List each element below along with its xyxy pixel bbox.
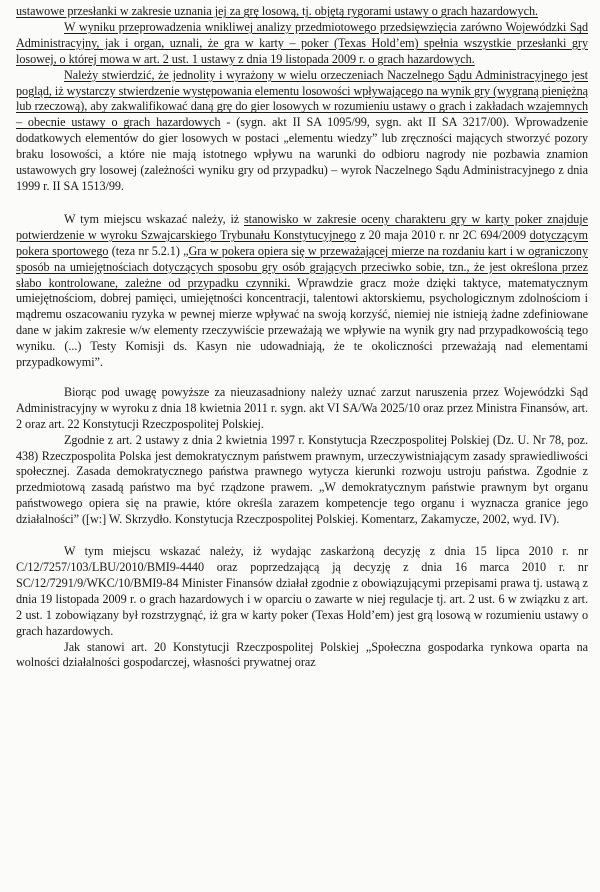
- paragraph-constitution-art2: [16, 433, 588, 528]
- text-run: (teza nr 5.2.1) „: [108, 243, 189, 258]
- paragraph-swiss-tribunal: [16, 212, 588, 371]
- paragraph-continuation: [16, 4, 588, 20]
- text-run: z 20 maja 2010 r. nr 2C 694/2009: [356, 227, 530, 242]
- text-run: Wprawdzie gracz może dzięki taktyce, matematycznym umiejętnościom, dobrej pamięci, umiejętności koncentracji, talentowi aktorskiemu, psychologicznym zdolnościom i mądremu oszacowaniu ryzyka w pewnej mierze wpływać na swoją korzyść, niemiej nie istnieją żadne zdefiniowane dane w jakim zakresie w/w elementy rzeczywiście przeważają we wpływie na wynik gry nad przypadkowością tego wyniku. (...) Testy Komisji ds. Kasyn nie udowadniają, że te okoliczności przeważają nad elementami przypadkowymi”.: [16, 275, 588, 370]
- underlined-text-run: stanowisko w zakresie oceny charakteru gry w karty poker znajduje potwierdzenie w wyroku Szwajcarskiego Trybunału Konstytucyjnego: [16, 211, 588, 242]
- underlined-text-run: ustawowe przesłanki w zakresie uznania jej za grę losową, tj. objętą rygorami ustawy o grach hazardowych.: [16, 4, 538, 18]
- text-run: W tym miejscu wskazać należy, iż: [64, 211, 244, 226]
- underlined-text-run: Gra w pokera opiera się w przeważającej mierze na rozdaniu kart i w ograniczony sposób na umiejętnościach dotyczących sposobu gry osób grających przeciwko sobie, tzn., że jest określona przez słabo kontrolowane, zależne od przypadku czynniki.: [16, 243, 588, 290]
- underlined-text-run: dotyczącym pokera sportowego: [16, 227, 588, 258]
- text-run: W tym miejscu wskazać należy, iż wydając zaskarżoną decyzję z dnia 15 lipca 2010 r. nr C/12/7257/103/LBU/2010/BMI9-4440 oraz poprzedzającą ją decyzję z dnia 16 marca 2010 r. nr SC/12/7291/9/WKC/10/BMI9-84 Minister Finansów działał zgodnie z obowiązującymi przepisami prawa tj. ustawą z dnia 19 listopada 2009 r. o grach hazardowych i w oparciu o zawarte w niej regulacje tj. art. 2 ust. 6 w związku z art. 2 ust. 1 zobowiązany był rozstrzygnąć, iż gra w karty poker (Texas Hold’em) jest grą losową w rozumieniu ustawy o grach hazardowych.: [16, 544, 588, 638]
- paragraph-court-analysis: [16, 20, 588, 68]
- paragraph-conclusion: [16, 385, 588, 433]
- paragraph-nsa-case-law: [16, 68, 588, 195]
- paragraph-constitution-art20: [16, 640, 588, 672]
- paragraph-minister-decision: [16, 544, 588, 639]
- text-run: Zgodnie z art. 2 ustawy z dnia 2 kwietnia 1997 r. Konstytucja Rzeczpospolitej Polskiej (Dz. U. Nr 78, poz. 438) Rzeczpospolita Polska jest demokratycznym państwem prawnym, urzeczywistniającym zasady sprawiedliwości społecznej. Zasada demokratycznego państwa prawnego wytycza kierunki rozwoju ustroju państwa. Zgodnie z przedmiotową zasadą państwo ma być rządzone prawem. „W demokratycznym państwie prawnym byt organu państwowego opiera się na prawie, które określa zarazem kompetencje tego organu i wyznacza granice jego działalności” ([w:] W. Skrzydło. Konstytucja Rzeczpospolitej Polskiej. Komentarz, Zakamycze, 2002, wyd. IV).: [16, 432, 588, 527]
- text-run: Jak stanowi art. 20 Konstytucji Rzeczpospolitej Polskiej „Społeczna gospodarka rynkowa oparta na wolności działalności gospodarczej, własności prywatnej oraz: [16, 639, 588, 670]
- text-run: Biorąc pod uwagę powyższe za nieuzasadniony należy uznać zarzut naruszenia przez Wojewódzki Sąd Administracyjny w wyroku z dnia 18 kwietnia 2011 r. sygn. akt VI SA/Wa 2025/10 oraz przez Ministra Finansów, art. 2 oraz art. 22 Konstytucji Rzeczpospolitej Polskiej.: [16, 384, 588, 431]
- underlined-text-run: Należy stwierdzić, że jednolity i wyrażony w wielu orzeczeniach Naczelnego Sądu Administracyjnego jest pogląd, iż wystarczy stwierdzenie występowania elementu losowości wpływającego na wynik gry (wygraną pieniężną lub rzeczową), aby zakwalifikować daną grę do gier losowych w rozumieniu ustawy o grach i zakładach wzajemnych – obecnie ustawy o grach hazardowych: [16, 67, 588, 130]
- text-run: - (sygn. akt II SA 1095/99, sygn. akt II SA 3217/00). Wprowadzenie dodatkowych elementów do gier losowych w postaci „elementu wiedzy” lub zręczności mających stworzyć pozory braku losowości, a które nie mają istotnego wpływu na warunki do odbioru nagrody nie pozbawia znamion ustawowych gry losowej (zależności wyniku gry od przypadku) – wyrok Naczelnego Sądu Administracyjnego z dnia 1999 r. II SA 1513/99.: [16, 115, 588, 193]
- underlined-text-run: W wyniku przeprowadzenia wnikliwej analizy przedmiotowego przedsięwzięcia zarówno Wojewódzki Sąd Administracyjny, jak i organ, uznali, że gra w karty – poker (Texas Hold’em) spełnia wszystkie przesłanki gry losowej, o której mowa w art. 2 ust. 1 ustawy z dnia 19 listopada 2009 r. o grach hazardowych.: [16, 19, 588, 66]
